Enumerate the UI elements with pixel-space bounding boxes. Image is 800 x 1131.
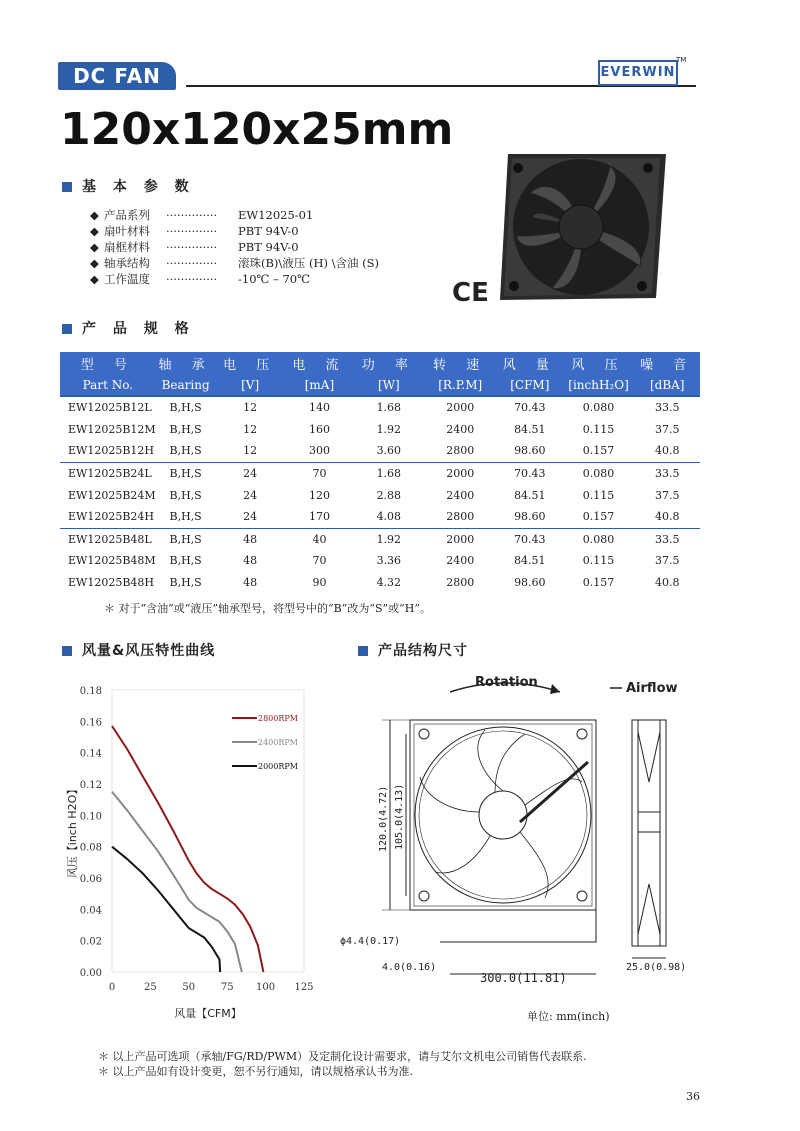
table-cell: B,H,S [169,576,202,590]
param-value: PBT 94V-0 [238,240,299,254]
basic-param-row [90,239,379,255]
table-cell: 70.43 [514,532,546,546]
x-tick-label: 75 [220,982,234,993]
table-cell: 3.60 [354,440,423,462]
table-cell: 70 [312,554,327,568]
param-leader: ·············· [166,240,218,254]
note-line: ＊ 以上产品可选项（承轴/FG/RD/PWM）及定制化设计需要求，请与艾尔文机电公司销售代表联系. [98,1050,587,1063]
bullet-icon: ◆ [90,224,99,238]
column-header-en: Bearing [156,374,216,396]
series-line [112,792,242,972]
table-cell: 48 [243,576,258,590]
table-cell: 48 [243,532,258,546]
param-leader: ·············· [166,256,218,270]
table-cell: 84.51 [514,422,546,436]
table-cell: 37.5 [654,488,680,502]
table-cell: 2800 [446,576,475,590]
table-cell: EW12025B24M [68,488,156,502]
y-tick-label: 0.18 [79,686,102,697]
table-cell: 37.5 [654,422,680,436]
table-cell: B,H,S [156,440,216,462]
spec-heading-text: 产 品 规 格 [82,321,195,337]
page-title: 120x120x25mm [60,104,454,155]
param-label: 扇叶材料 [104,224,150,238]
column-header-en: [dBA] [634,374,700,396]
table-cell: 160 [308,422,330,436]
y-tick-label: 0.10 [79,811,102,823]
table-cell: 120 [308,488,330,502]
param-label: 扇框材料 [104,240,150,254]
table-cell: 1.68 [376,401,402,415]
table-cell: EW12025B12H [60,440,156,462]
dim-total-label: 120.0(4.72) [378,785,389,852]
column-header-cn: 风 量 [497,352,563,374]
table-cell: 33.5 [654,467,680,481]
table-row [60,462,700,484]
table-cell: 40 [312,532,327,546]
bullet-icon: ◆ [90,208,99,222]
table-cell: 24 [243,488,258,502]
fan-photo [460,148,670,308]
curve-heading-text: 风量&风压特性曲线 [82,643,216,659]
x-tick-label: 25 [144,982,157,993]
pq-curve-chart [62,680,322,1025]
basic-param-row [90,223,379,239]
table-cell: 12 [243,422,258,436]
table-cell: 2000 [446,467,475,481]
table-row [60,528,700,550]
y-tick-label: 0.04 [79,905,102,917]
column-header-cn: 噪 音 [634,352,700,374]
y-tick-label: 0.00 [79,968,102,979]
section-marker-icon [62,182,72,192]
trademark-mark: TM [676,56,687,64]
fan-side-view [450,720,666,974]
section-marker-icon [62,646,72,656]
column-header-en: [mA] [285,374,354,396]
table-cell: 2400 [446,554,475,568]
table-row [60,550,700,572]
table-cell: EW12025B48L [68,532,152,546]
table-cell: 0.157 [563,440,635,462]
param-leader: ·············· [166,224,218,238]
table-cell: 40.8 [634,440,700,462]
page-number: 36 [686,1090,700,1103]
table-row [60,506,700,528]
table-cell: 24 [216,506,285,528]
notes [98,1049,587,1079]
table-cell: 170 [285,506,354,528]
param-leader: ·············· [166,272,218,286]
column-header-en: [CFM] [497,374,563,396]
table-cell: 3.36 [376,554,402,568]
table-cell: 0.115 [582,422,615,436]
table-cell: 4.32 [376,576,402,590]
table-cell: 24 [243,467,258,481]
table-cell: 0.157 [582,576,615,590]
table-cell: 2800 [423,506,497,528]
table-cell: 40.8 [634,506,700,528]
airflow-label: Airflow [626,681,678,696]
table-cell: EW12025B12L [68,401,152,415]
x-tick-label: 50 [182,982,196,993]
table-cell: 98.60 [497,440,563,462]
curve-heading [62,640,215,660]
x-axis-label: 风量【CFM】 [174,1007,242,1020]
column-header-cn: 风 压 [563,352,635,374]
table-cell: 12 [216,440,285,462]
table-cell: EW12025B48M [68,554,156,568]
structure-heading-text: 产品结构尺寸 [378,643,468,659]
param-label: 轴承结构 [104,256,150,270]
column-header-en: [R.P.M] [423,374,497,396]
table-cell: 70 [312,467,327,481]
section-marker-icon [358,646,368,656]
series-line [112,726,263,972]
basic-params-heading-text: 基 本 参 数 [82,179,195,195]
column-header-cn: 电 流 [285,352,354,374]
section-marker-icon [62,324,72,334]
table-header-en [60,374,700,396]
table-cell: 90 [312,576,327,590]
table-row [60,484,700,506]
basic-params-list [90,207,379,287]
table-cell: EW12025B48H [68,576,155,590]
table-cell: 300 [285,440,354,462]
table-cell: 0.157 [563,506,635,528]
dim-lead-label: 300.0(11.81) [480,971,567,985]
ce-mark: CE [452,278,489,308]
rotation-label: Rotation [475,675,538,690]
table-cell: 2.88 [376,488,402,502]
param-value: PBT 94V-0 [238,224,299,238]
table-cell: B,H,S [169,467,202,481]
x-tick-label: 0 [108,982,116,993]
table-cell: EW12025B24H [60,506,156,528]
y-tick-label: 0.08 [79,842,102,854]
basic-params-heading [62,176,195,196]
table-header-cn [60,352,700,374]
rotation-arrowhead [550,684,560,694]
table-cell: 37.5 [654,554,680,568]
bullet-icon: ◆ [90,240,99,254]
unit-label: 单位: mm(inch) [527,1010,610,1023]
table-row [60,572,700,594]
brand-logo: EVERWIN [598,60,678,86]
y-tick-label: 0.12 [79,780,102,791]
series-line [112,847,220,972]
table-cell: 84.51 [514,554,546,568]
structure-heading [358,640,468,660]
table-cell: 48 [243,554,258,568]
bullet-icon: ◆ [90,272,99,286]
table-cell: 2800 [423,440,497,462]
y-axis-label: 风压【inch H2O】 [66,783,79,879]
table-cell: B,H,S [169,554,202,568]
basic-param-row [90,255,379,271]
table-cell: 0.115 [582,488,615,502]
column-header-cn: 轴 承 [156,352,216,374]
table-cell: 2000 [446,401,475,415]
basic-param-row [90,271,379,287]
table-cell: 40.8 [654,576,680,590]
param-label: 工作温度 [104,272,150,286]
spec-table [60,352,700,593]
table-cell: 1.92 [376,532,402,546]
x-tick-label: 125 [294,982,314,993]
x-tick-label: 100 [256,982,276,993]
table-cell: 0.115 [582,554,615,568]
param-leader: ·············· [166,208,218,222]
table-cell: 2400 [446,488,475,502]
legend-label: 2800RPM [258,714,298,723]
param-value: EW12025-01 [238,208,314,222]
fan-front-view [382,720,596,942]
table-cell: B,H,S [169,401,202,415]
table-cell: 0.080 [582,467,615,481]
dim-hole-dia-label: ϕ4.4(0.17) [340,936,401,947]
table-cell: 0.080 [582,532,615,546]
column-header-en: [V] [216,374,285,396]
param-value: 滚珠(B)\液压 (H) \含油 (S) [238,256,379,270]
column-header-cn: 电 压 [216,352,285,374]
table-cell: 98.60 [497,506,563,528]
table-cell: 33.5 [654,532,680,546]
table-cell: B,H,S [156,506,216,528]
table-cell: 70.43 [514,467,546,481]
legend-label: 2000RPM [258,762,298,771]
table-cell: B,H,S [169,532,202,546]
basic-param-row [90,207,379,223]
param-label: 产品系列 [104,208,150,222]
y-tick-label: 0.16 [79,717,102,729]
table-cell: B,H,S [169,422,202,436]
table-cell: 140 [308,401,330,415]
category-tab: DC FAN [58,62,176,90]
table-row [60,396,700,419]
bearing-footnote: ＊ 对于“含油”或“液压”轴承型号，将型号中的“B”改为“S”或“H”。 [104,602,431,615]
bullet-icon: ◆ [90,256,99,270]
plot-area [112,690,304,972]
dim-depth-label: 25.0(0.98) [626,962,687,973]
dim-lead-offset-label: 4.0(0.16) [382,962,437,973]
table-cell: 84.51 [514,488,546,502]
column-header-en: [inchH₂O] [563,374,635,396]
column-header-cn: 功 率 [354,352,423,374]
table-cell: EW12025B24L [68,467,152,481]
table-row [60,440,700,462]
table-cell: 4.08 [354,506,423,528]
table-cell: EW12025B12M [68,422,156,436]
table-cell: 1.92 [376,422,402,436]
note-line: ＊ 以上产品如有设计变更，恕不另行通知，请以规格承认书为准. [98,1065,413,1078]
dim-holes-label: 105.0(4.13) [394,783,405,850]
table-cell: 1.68 [376,467,402,481]
y-tick-label: 0.02 [79,936,102,948]
table-cell: 98.60 [514,576,546,590]
column-header-cn: 型 号 [60,352,156,374]
table-cell: 0.080 [582,401,615,415]
table-row [60,419,700,441]
dimension-drawing [320,662,690,992]
column-header-en: [W] [354,374,423,396]
column-header-cn: 转 速 [423,352,497,374]
param-value: -10℃ – 70℃ [238,272,310,286]
table-cell: 2000 [446,532,475,546]
y-tick-label: 0.06 [79,874,102,885]
table-cell: 2400 [446,422,475,436]
table-cell: B,H,S [169,488,202,502]
table-cell: 33.5 [654,401,680,415]
column-header-en: Part No. [60,374,156,396]
table-cell: 12 [243,401,258,415]
y-tick-label: 0.14 [79,748,102,760]
spec-heading [62,318,195,338]
legend-label: 2400RPM [258,738,298,747]
table-cell: 70.43 [514,401,546,415]
